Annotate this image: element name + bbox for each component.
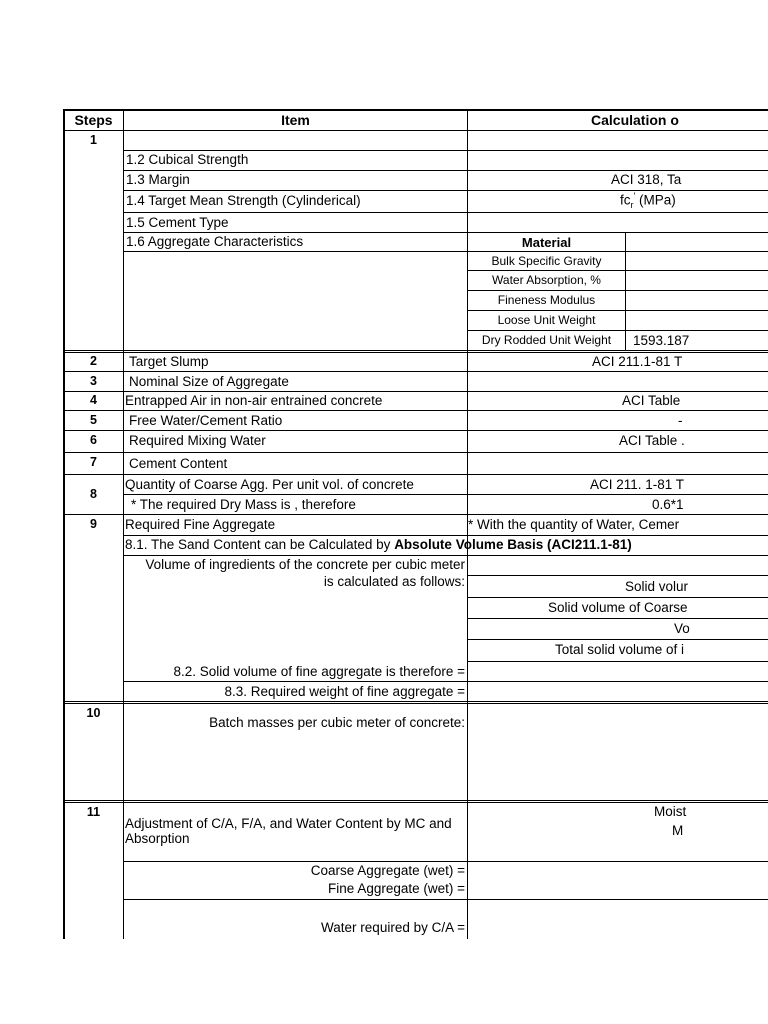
step-number: 9	[90, 517, 97, 531]
grid-line	[63, 802, 768, 803]
grid-line	[123, 899, 768, 900]
material-name: Fineness Modulus	[497, 293, 596, 307]
calc-unit: (MPa)	[635, 192, 676, 208]
material-name: Bulk Specific Gravity	[491, 254, 602, 268]
calc-cell: Solid volume of Coarse	[548, 600, 688, 615]
item-label: Quantity of Coarse Agg. Per unit vol. of concrete	[125, 477, 414, 492]
calc-cell: M	[672, 823, 684, 838]
grid-line	[63, 800, 768, 801]
grid-line	[123, 861, 768, 862]
calc-cell: -	[678, 413, 683, 428]
calc-cell: ACI Table .	[619, 433, 685, 448]
grid-line	[63, 391, 768, 392]
item-label: 1.2 Cubical Strength	[126, 152, 249, 167]
grid-line	[123, 494, 768, 495]
grid-line	[467, 597, 768, 598]
step-number: 8	[90, 487, 97, 501]
grid-line	[123, 190, 768, 191]
calc-symbol: fc	[620, 192, 631, 208]
grid-line	[467, 251, 768, 252]
item-label: 1.3 Margin	[126, 172, 190, 187]
grid-line	[467, 310, 768, 311]
calc-cell: Total solid volume of i	[555, 642, 685, 657]
item-label: Required Fine Aggregate	[125, 517, 276, 532]
calc-superscript: '	[633, 191, 636, 201]
grid-line	[123, 150, 468, 151]
grid-line	[467, 330, 768, 331]
grid-line	[467, 575, 768, 576]
grid-line	[63, 474, 768, 475]
material-name: Water Absorption, %	[492, 273, 601, 287]
calc-cell: * With the quantity of Water, Cemer	[468, 517, 680, 532]
item-label: * The required Dry Mass is , therefore	[131, 497, 356, 512]
step-number: 1	[90, 133, 97, 147]
grid-line	[467, 661, 768, 662]
grid-line	[63, 371, 768, 372]
grid-line	[63, 430, 768, 431]
header-calculation: Calculation o	[591, 112, 679, 128]
coarse-agg-wet-label: Coarse Aggregate (wet) =	[310, 863, 465, 878]
grid-line	[123, 170, 768, 171]
item-label: 1.5 Cement Type	[126, 215, 229, 230]
step-number: 7	[90, 455, 97, 469]
calc-cell: 0.6*1	[652, 497, 684, 512]
grid-line	[63, 109, 768, 111]
calc-cell: ACI 318, Ta	[611, 172, 682, 187]
grid-line	[63, 514, 768, 515]
step-number: 4	[90, 393, 97, 407]
grid-line	[123, 555, 768, 556]
volume-note-line1: Volume of ingredients of the concrete per cubic meter	[145, 557, 465, 572]
grid-line	[467, 150, 768, 151]
header-item: Item	[281, 112, 310, 128]
calc-cell: ACI 211.1-81 T	[592, 354, 683, 369]
item-label: Free Water/Cement Ratio	[129, 413, 283, 428]
grid-line	[467, 270, 768, 271]
adjustment-label: Adjustment of C/A, F/A, and Water Content by MC and Absorption	[125, 816, 452, 846]
item-label: Required Mixing Water	[129, 433, 266, 448]
grid-line	[123, 212, 768, 213]
step-number: 6	[90, 433, 97, 447]
item-label: Nominal Size of Aggregate	[129, 374, 289, 389]
grid-line	[63, 130, 768, 131]
fine-agg-weight-label: 8.3. Required weight of fine aggregate =	[224, 684, 465, 699]
calc-cell	[620, 192, 676, 210]
water-ca-label: Water required by C/A =	[321, 920, 465, 935]
grid-line	[123, 232, 768, 233]
grid-line	[63, 452, 768, 453]
material-name: Loose Unit Weight	[497, 313, 596, 327]
step-number: 10	[86, 706, 101, 720]
item-label: 1.6 Aggregate Characteristics	[126, 234, 304, 249]
volume-note-line2: is calculated as follows:	[323, 574, 465, 589]
step-number: 2	[90, 354, 97, 368]
grid-line	[123, 109, 124, 939]
calc-cell: Solid volur	[625, 579, 689, 594]
step-number: 5	[90, 413, 97, 427]
step-number: 3	[90, 374, 97, 388]
grid-line	[63, 350, 768, 351]
grid-line	[63, 703, 768, 704]
calc-cell: Vo	[674, 621, 690, 636]
calc-cell: ACI Table	[622, 393, 681, 408]
item-label: Cement Content	[129, 456, 228, 471]
grid-line	[467, 639, 768, 640]
grid-line	[123, 535, 768, 536]
grid-line	[63, 701, 768, 702]
grid-line	[467, 618, 768, 619]
grid-line	[123, 251, 468, 252]
grid-line	[63, 410, 768, 411]
sand-content-text: 8.1. The Sand Content can be Calculated by	[125, 537, 395, 552]
item-label: 1.4 Target Mean Strength (Cylinderical)	[126, 193, 361, 208]
grid-line	[625, 232, 626, 351]
grid-line	[467, 290, 768, 291]
sand-content-method: Absolute Volume Basis (ACI211.1-81)	[394, 537, 632, 552]
fine-agg-wet-label: Fine Aggregate (wet) =	[328, 881, 465, 896]
grid-line	[123, 681, 768, 682]
item-label: Entrapped Air in non-air entrained concrete	[125, 393, 383, 408]
material-header: Material	[521, 235, 572, 250]
item-label: Target Slump	[129, 354, 209, 369]
batch-masses-label: Batch masses per cubic meter of concrete:	[209, 715, 465, 730]
grid-line	[63, 352, 768, 353]
calc-subscript: r	[630, 200, 634, 211]
dry-rodded-value: 1593.187	[633, 333, 690, 348]
material-name: Dry Rodded Unit Weight	[481, 333, 612, 347]
fine-agg-volume-label: 8.2. Solid volume of fine aggregate is therefore =	[173, 664, 465, 679]
header-steps: Steps	[74, 112, 113, 128]
calc-cell: Moist	[654, 804, 687, 819]
step-number: 11	[86, 805, 101, 819]
calc-cell: ACI 211. 1-81 T	[590, 477, 685, 492]
sand-content-note	[125, 538, 632, 552]
